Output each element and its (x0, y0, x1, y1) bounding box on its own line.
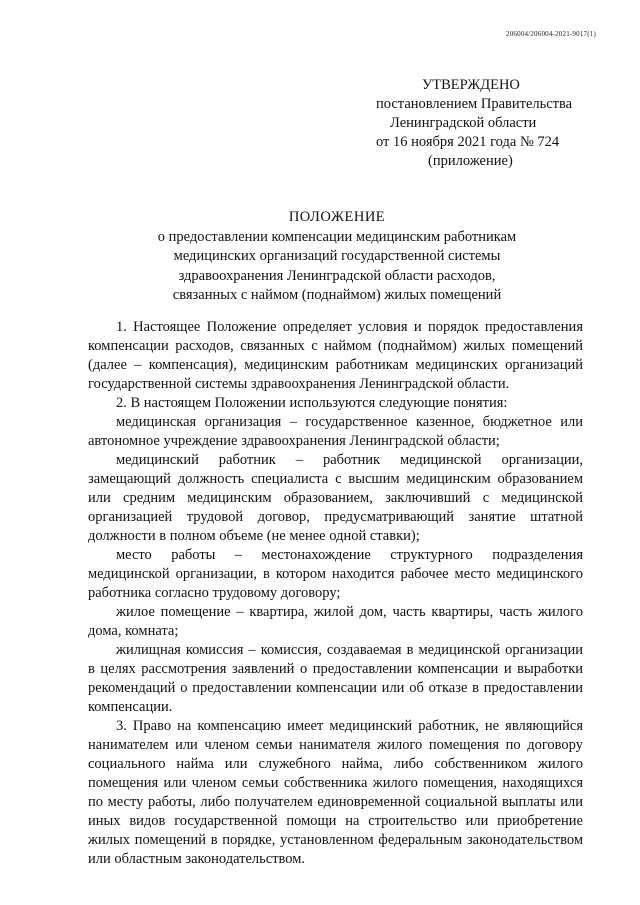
document-body (88, 318, 583, 869)
approval-block (366, 76, 616, 171)
definition-residential-premises: жилое помещение – квартира, жилой дом, часть квартиры, часть жилого дома, комната; (88, 604, 583, 639)
paragraph-item-1: 1. Настоящее Положение определяет условия и порядок предоставления компенсации расходов, связанных с наймом (поднаймом) жилых помещений (далее – компенсация), медицинским работникам медицинских организаций государственной системы здравоохранения Ленинградской области. (88, 319, 583, 392)
document-subtitle-line: о предоставлении компенсации медицинским работникам (157, 228, 517, 245)
paragraph-item-2: 2. В настоящем Положении используются следующие понятия: (116, 395, 508, 411)
document-subtitle-line: медицинских организаций государственной системы (173, 248, 501, 264)
approval-line-resolution: постановлением Правительства (376, 96, 573, 112)
document-title-block (92, 208, 582, 306)
approval-heading: УТВЕРЖДЕНО (422, 77, 520, 93)
definition-medical-organization: медицинская организация – государственное казенное, бюджетное или автономное учреждение здравоохранения Ленинградской области; (88, 414, 583, 449)
definition-place-of-work: место работы – местонахождение структурного подразделения медицинской организации, в котором находится рабочее место медицинского работника согласно трудовому договору; (88, 547, 583, 601)
definition-medical-worker: медицинский работник – работник медицинской организации, замещающий должность специалиста с высшим медицинским образованием или средним медицинским образованием, заключивший с медицинской организацией трудовой договор, предусматривающий занятие штатной должности в полном объеме (не менее одной ставки); (88, 452, 583, 544)
approval-line-appendix: (приложение) (428, 153, 513, 169)
document-subtitle-line: связанных с наймом (поднаймом) жилых помещений (172, 287, 502, 303)
approval-line-region: Ленинградской области (390, 115, 537, 131)
document-subtitle-line: здравоохранения Ленинградской области расходов, (178, 267, 496, 284)
approval-line-date: от 16 ноября 2021 года № 724 (376, 134, 560, 150)
definition-housing-commission: жилищная комиссия – комиссия, создаваемая в медицинской организации в целях рассмотрения заявлений о предоставлении компенсации и выработки рекомендаций о предоставлении компенсации или об отказе в предоставлении компенсации. (88, 642, 583, 715)
document-title: ПОЛОЖЕНИЕ (288, 209, 386, 225)
paragraph-item-3: 3. Право на компенсацию имеет медицинский работник, не являющийся нанимателем или членом семьи нанимателя жилого помещения по договору социального найма или служебного найма, либо собственником жилого помещения или членом семьи собственника жилого помещения, находящихся по месту работы, либо получателем единовременной социальной выплаты или иных видов государственной помощи на строительство или приобретение жилых помещений в порядке, установленном федеральным законодательством или областным законодательством. (88, 718, 583, 867)
document-id: 206004/206004-2021-9017(1) (506, 30, 596, 38)
